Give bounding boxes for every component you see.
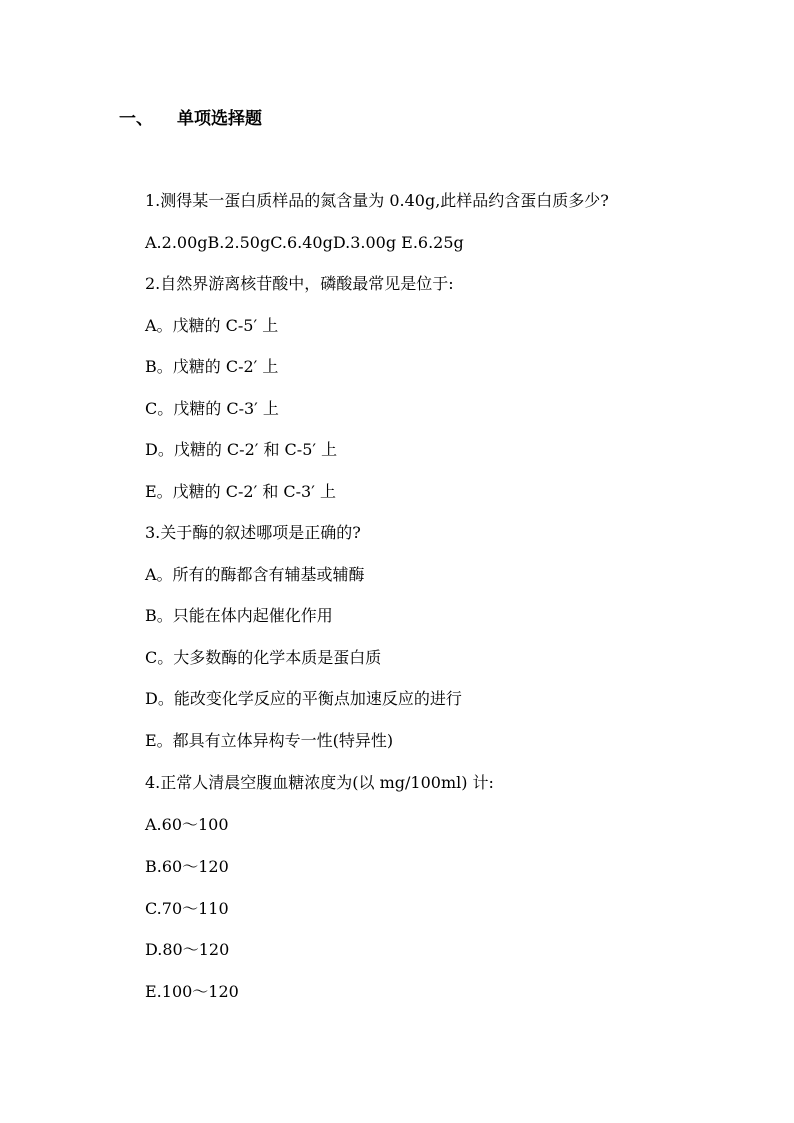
question-2-option-e: E。戊糖的 C-2′ 和 C-3′ 上: [145, 482, 336, 501]
question-2-option-d: D。戊糖的 C-2′ 和 C-5′ 上: [145, 440, 338, 459]
question-4-option-c: C.70～110: [145, 899, 229, 918]
question-4-option-e: E.100～120: [145, 982, 239, 1001]
question-3: 3.关于酶的叙述哪项是正确的?: [145, 523, 361, 542]
question-3-option-e: E。都具有立体异构专一性(特异性): [145, 731, 394, 750]
section-title: 单项选择题: [177, 109, 262, 129]
question-3-option-a: A。所有的酶都含有辅基或辅酶: [145, 565, 365, 584]
question-1: 1.测得某一蛋白质样品的氮含量为 0.40g,此样品约含蛋白质多少?: [145, 191, 609, 210]
question-3-option-b: B。只能在体内起催化作用: [145, 606, 333, 625]
section-number: 一、: [119, 109, 153, 129]
question-1-options: A.2.00gB.2.50gC.6.40gD.3.00g E.6.25g: [145, 233, 464, 252]
question-4: 4.正常人清晨空腹血糖浓度为(以 mg/100ml) 计:: [145, 773, 494, 792]
question-2-option-b: B。戊糖的 C-2′ 上: [145, 357, 279, 376]
question-4-option-a: A.60～100: [145, 815, 229, 834]
question-2-option-a: A。戊糖的 C-5′ 上: [145, 316, 279, 335]
question-2: 2.自然界游离核苷酸中，磷酸最常见是位于:: [145, 274, 454, 293]
question-2-option-c: C。戊糖的 C-3′ 上: [145, 399, 279, 418]
question-3-option-c: C。大多数酶的化学本质是蛋白质: [145, 648, 382, 667]
question-3-option-d: D。能改变化学反应的平衡点加速反应的进行: [145, 689, 462, 708]
question-4-option-b: B.60～120: [145, 857, 229, 876]
question-4-option-d: D.80～120: [145, 940, 230, 959]
section-heading: [119, 104, 262, 129]
